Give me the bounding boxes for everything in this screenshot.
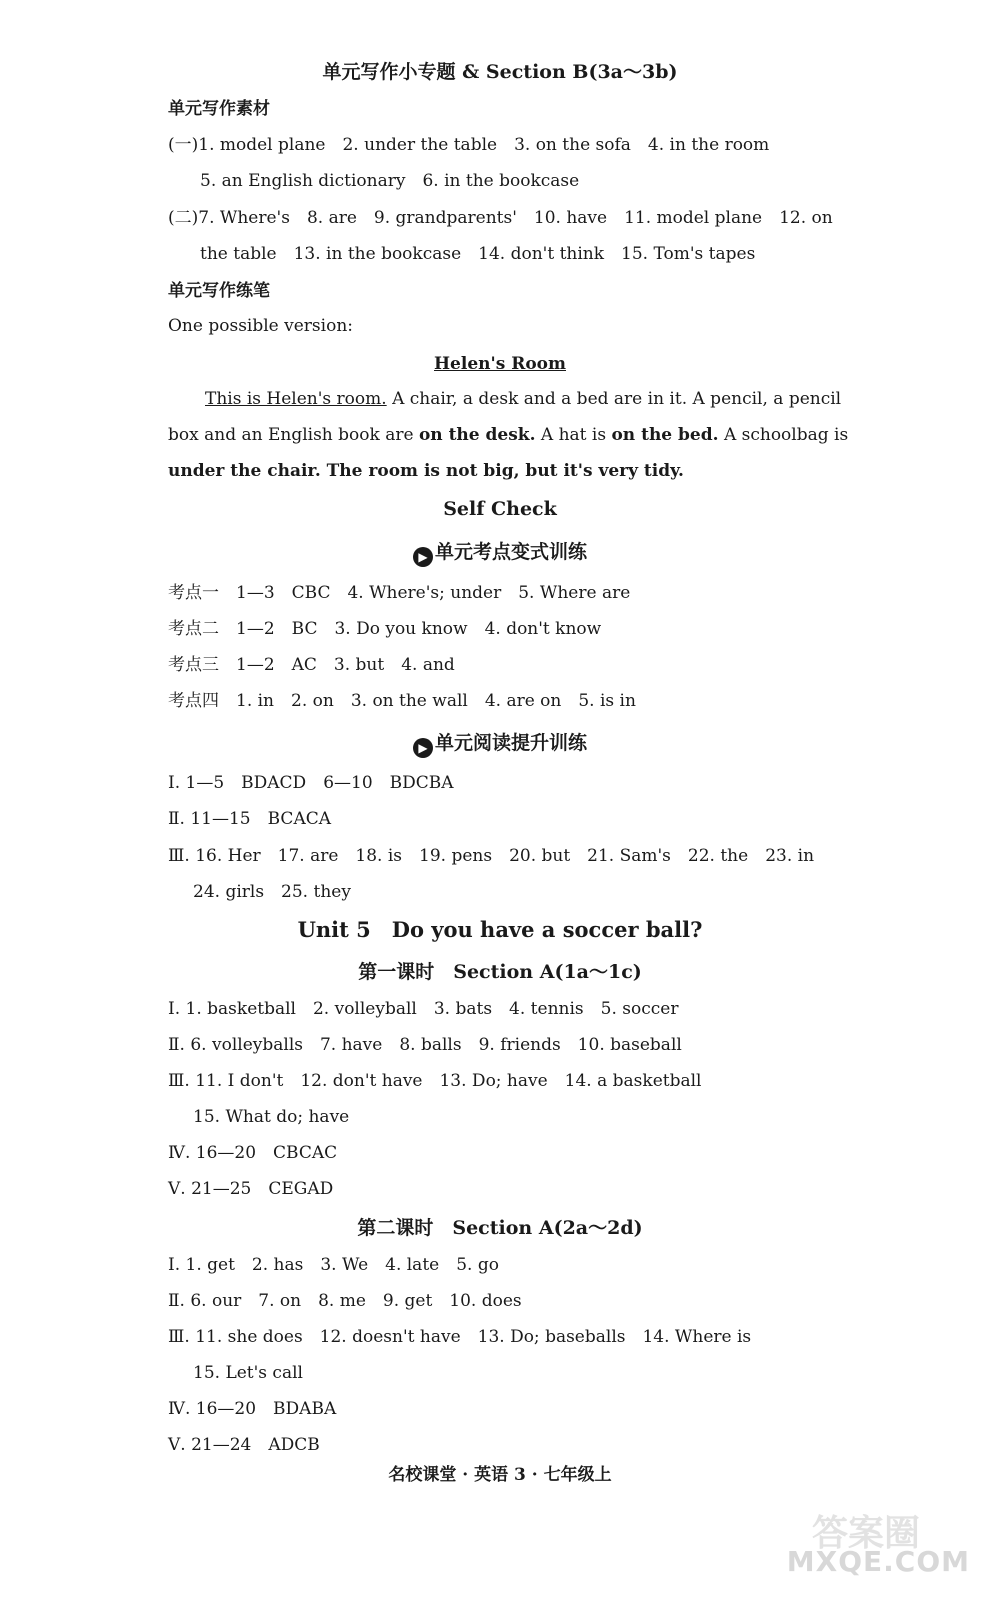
essay-line-3: under the chair. The room is not big, but it's very tidy. xyxy=(168,461,684,481)
essay-line-1 xyxy=(205,387,841,411)
lesson-2-line-4: 15. Let's call xyxy=(193,1363,303,1383)
reading-line-2: Ⅱ. 11—15 BCACA xyxy=(168,809,332,829)
essay-line-2-d: on the bed. xyxy=(611,425,719,445)
essay-title xyxy=(0,352,1000,376)
reading-line-3: Ⅲ. 16. Her 17. are 18. is 19. pens 20. but 21. Sam's 22. the 23. in xyxy=(168,846,815,866)
materials-heading: 单元写作素材 xyxy=(168,99,270,119)
essay-line-2-b: on the desk. xyxy=(418,425,536,445)
lesson-1-title: 第一课时 Section A(1a～1c) xyxy=(358,961,642,983)
kaodian-3: 考点三 1—2 AC 3. but 4. and xyxy=(168,655,455,675)
materials-line-1: (一)1. model plane 2. under the table 3. on the sofa 4. in the room xyxy=(168,135,770,155)
self-check-title: Self Check xyxy=(443,498,557,520)
practice-heading: 单元写作练笔 xyxy=(168,281,270,301)
kaodian-2: 考点二 1—2 BC 3. Do you know 4. don't know xyxy=(168,619,602,639)
reading-line-1: Ⅰ. 1—5 BDACD 6—10 BDCBA xyxy=(168,773,454,793)
lesson-2-line-3: Ⅲ. 11. she does 12. doesn't have 13. Do; baseballs 14. Where is xyxy=(168,1327,752,1347)
drill-heading xyxy=(0,540,1000,567)
lesson-1-line-2: Ⅱ. 6. volleyballs 7. have 8. balls 9. friends 10. baseball xyxy=(168,1035,682,1055)
lesson-1-line-6: Ⅴ. 21—25 CEGAD xyxy=(168,1179,334,1199)
materials-line-4: the table 13. in the bookcase 14. don't think 15. Tom's tapes xyxy=(200,244,756,264)
reading-heading-text: 单元阅读提升训练 xyxy=(434,732,587,754)
lesson-1-line-5: Ⅳ. 16—20 CBCAC xyxy=(168,1143,338,1163)
play-arrow-icon: ▶ xyxy=(413,738,433,758)
drill-heading-text: 单元考点变式训练 xyxy=(434,541,587,563)
essay-line-2-c: A hat is xyxy=(535,425,612,445)
lesson-1-line-3: Ⅲ. 11. I don't 12. don't have 13. Do; have 14. a basketball xyxy=(168,1071,702,1091)
section-title-writing: 单元写作小专题 & Section B(3a～3b) xyxy=(322,61,678,83)
lesson-2-line-2: Ⅱ. 6. our 7. on 8. me 9. get 10. does xyxy=(168,1291,522,1311)
lesson-2-line-5: Ⅳ. 16—20 BDABA xyxy=(168,1399,337,1419)
lesson-1-line-4: 15. What do; have xyxy=(193,1107,350,1127)
materials-line-3: (二)7. Where's 8. are 9. grandparents' 10. have 11. model plane 12. on xyxy=(168,208,833,228)
watermark-logo-cn: 答案圈 xyxy=(811,1513,920,1554)
unit-5-title: Unit 5 Do you have a soccer ball? xyxy=(297,917,703,942)
play-arrow-icon: ▶ xyxy=(413,547,433,567)
watermark-logo-url: MXQE.COM xyxy=(786,1545,970,1578)
reading-heading xyxy=(0,731,1000,758)
essay-line-2 xyxy=(168,423,848,447)
essay-title-text: Helen's Room xyxy=(434,354,566,374)
materials-line-2: 5. an English dictionary 6. in the bookcase xyxy=(200,171,580,191)
page-footer: 名校课堂 · 英语 3 · 七年级上 xyxy=(388,1465,612,1485)
kaodian-4: 考点四 1. in 2. on 3. on the wall 4. are on 5. is in xyxy=(168,691,636,711)
essay-line-1-rest: A chair, a desk and a bed are in it. A pencil, a pencil xyxy=(386,389,842,409)
reading-line-4: 24. girls 25. they xyxy=(193,882,351,902)
lesson-2-line-6: Ⅴ. 21—24 ADCB xyxy=(168,1435,320,1455)
lesson-2-line-1: Ⅰ. 1. get 2. has 3. We 4. late 5. go xyxy=(168,1255,499,1275)
lesson-1-line-1: Ⅰ. 1. basketball 2. volleyball 3. bats 4. tennis 5. soccer xyxy=(168,999,679,1019)
essay-line-2-e: A schoolbag is xyxy=(718,425,849,445)
lesson-2-title: 第二课时 Section A(2a～2d) xyxy=(357,1217,643,1239)
essay-line-2-a: box and an English book are xyxy=(168,425,419,445)
possible-version-label: One possible version: xyxy=(168,316,353,336)
essay-topic-sentence: This is Helen's room. xyxy=(205,389,387,409)
kaodian-1: 考点一 1—3 CBC 4. Where's; under 5. Where are xyxy=(168,583,631,603)
